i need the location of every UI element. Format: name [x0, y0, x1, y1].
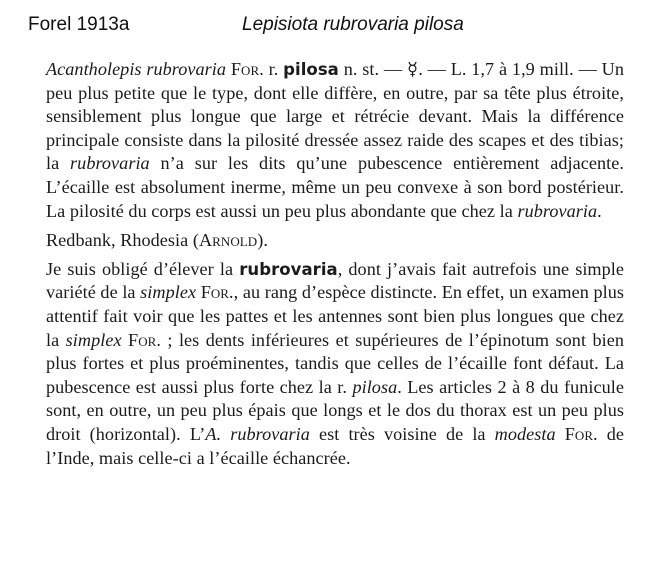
text-segment-italic: rubrovaria: [70, 153, 150, 174]
text-segment-italic: simplex: [65, 329, 122, 350]
text-segment-plain: Je suis obligé d’élever la: [46, 258, 240, 279]
locality-paragraph: [46, 229, 624, 253]
text-segment-italic: pilosa: [352, 376, 398, 397]
text-segment-plain: , au rang d’espèce distincte. En effet, un examen plus attentif fait voir que les pattes et les antennes sont bien plus longues que chez la: [46, 282, 624, 350]
text-segment-plain: est très voisine de la: [309, 423, 495, 444]
citation-label: Forel 1913a: [28, 14, 130, 35]
page-header: [0, 14, 661, 38]
text-segment-italic: A. rubrovaria: [205, 423, 310, 444]
text-segment-italic: Acantholepis rubrovaria: [46, 59, 227, 79]
text-segment-plain: , dont j’avais fait autrefois une simple variété de la: [46, 258, 624, 303]
taxon-title: Lepisiota rubrovaria pilosa: [242, 14, 464, 35]
text-segment-plain: Redbank, Rhodesia (: [46, 230, 199, 251]
text-segment-plain: ; les dents inférieures et supérieures de l’épinotum sont bien plus fortes et plus proéminentes, tandis que celles de l’écaille font défaut. La pubescence est aussi plus forte chez la r.: [46, 329, 624, 397]
text-segment-plain: .: [597, 200, 602, 221]
text-segment-plain: n. st. — ☿. — L. 1,7 à 1,9 mill. — Un peu plus petite que le type, dont elle diffère, en outre, par sa tête plus étroite, sensiblement plus longue que large et rétrécie devant. Mais la différence principale consiste dans la pilosité dressée assez raide des scapes et des tibias; la: [46, 59, 624, 174]
text-segment-bold: pilosa: [283, 60, 339, 79]
text-segment-plain: de l’Inde, mais celle-ci a l’écaille échancrée.: [46, 423, 624, 468]
text-segment-plain: ).: [257, 230, 268, 251]
text-segment-plain: . Les articles 2 à 8 du funicule sont, en outre, un peu plus épais que longs et le dos du thorax est un peu plus droit (horizontal). L’: [46, 376, 624, 444]
document-body: [46, 58, 624, 470]
text-segment-italic: simplex: [140, 282, 197, 303]
discussion-paragraph: [46, 258, 624, 470]
text-segment-smallcaps: For.: [226, 59, 264, 79]
text-segment-bold: rubrovaria: [239, 259, 338, 279]
text-segment-plain: r.: [263, 59, 284, 79]
text-segment-italic: modesta: [494, 423, 556, 444]
text-segment-smallcaps: Arnold: [199, 230, 258, 251]
text-segment-plain: n’a sur les dits qu’une pubescence entièrement adjacente. L’écaille est absolument inerme, même un peu convexe à son bord postérieur. La pilosité du corps est aussi un peu plus abondante que chez la: [46, 153, 624, 221]
text-segment-smallcaps: For.: [121, 329, 161, 350]
description-paragraph: [46, 58, 624, 223]
text-segment-smallcaps: For.: [555, 423, 598, 444]
text-segment-smallcaps: For.: [196, 282, 234, 303]
text-segment-italic: rubrovaria: [517, 200, 598, 221]
